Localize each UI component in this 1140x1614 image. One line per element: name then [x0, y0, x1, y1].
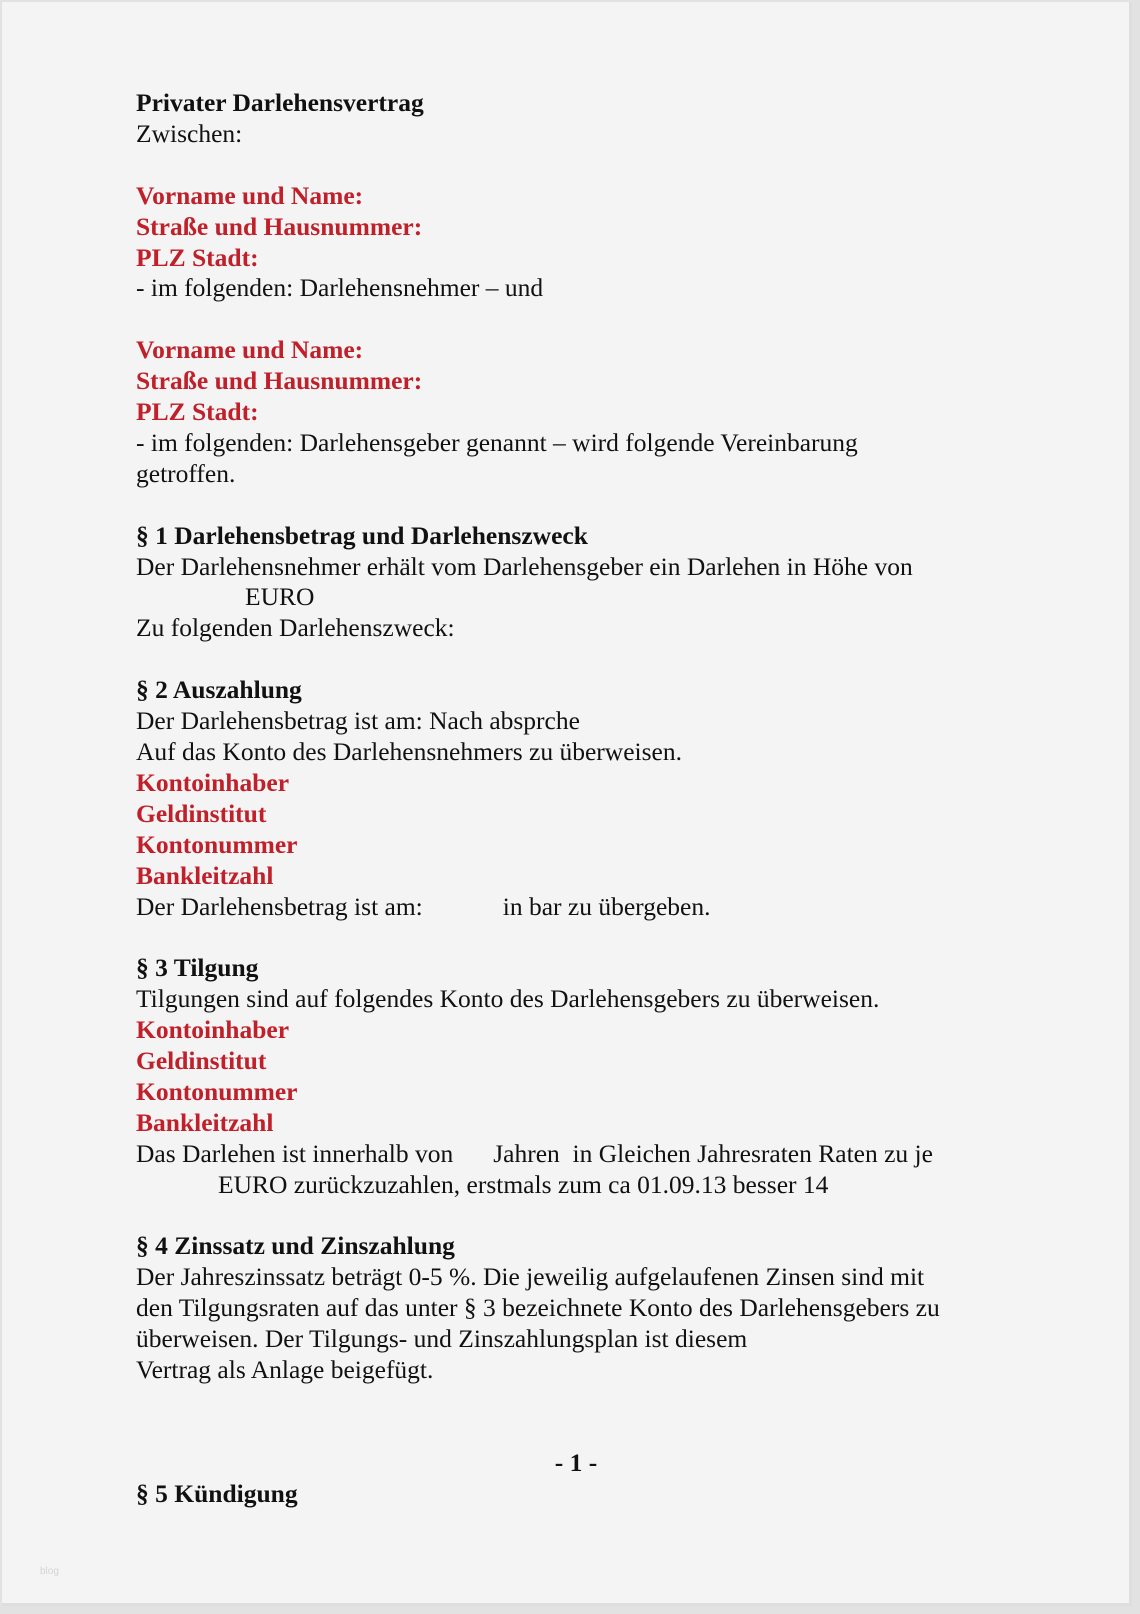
- party2-city-label: PLZ Stadt:: [136, 397, 259, 427]
- section2-heading: § 2 Auszahlung: [136, 675, 302, 705]
- section2-cash-text-part1: Der Darlehensbetrag ist am:: [136, 891, 423, 921]
- document-content: [136, 88, 1016, 1510]
- section2-account-holder-label: Kontoinhaber: [136, 767, 290, 797]
- spacer: [136, 644, 1016, 675]
- section3-account-number-label: Kontonummer: [136, 1076, 298, 1106]
- section3-heading: § 3 Tilgung: [136, 953, 259, 983]
- section3-bank-label: Geldinstitut: [136, 1046, 267, 1076]
- section3-repayment-text: [136, 1139, 1016, 1170]
- section2-payout-date-text: Der Darlehensbetrag ist am: Nach absprche: [136, 706, 580, 736]
- section2-cash-text: [136, 892, 1016, 923]
- page-number: - 1 -: [554, 1447, 598, 1477]
- section2-account-number-label: Kontonummer: [136, 829, 298, 859]
- section1-loan-amount-text: Der Darlehensnehmer erhält vom Darlehensgeber ein Darlehen in Höhe von: [136, 551, 913, 581]
- intro-text: Zwischen:: [136, 118, 243, 148]
- section1-currency: EURO: [245, 582, 315, 612]
- party2-name-label: Vorname und Name:: [136, 335, 364, 365]
- spacer: [136, 490, 1016, 521]
- party1-role-text: - im folgenden: Darlehensnehmer – und: [136, 273, 544, 303]
- section5-heading: § 5 Kündigung: [136, 1478, 298, 1508]
- spacer: [136, 1201, 1016, 1232]
- document-title: Privater Darlehensvertrag: [136, 88, 424, 117]
- section4-text-line: Der Jahreszinssatz beträgt 0-5 %. Die jeweilig aufgelaufenen Zinsen sind mit: [136, 1262, 925, 1292]
- spacer: [136, 922, 1016, 953]
- section2-bank-code-label: Bankleitzahl: [136, 860, 274, 890]
- party2-role-text: - im folgenden: Darlehensgeber genannt – wird folgende Vereinbarung: [136, 427, 858, 457]
- section2-cash-text-part2: in bar zu übergeben.: [502, 891, 711, 921]
- section3-transfer-text: Tilgungen sind auf folgendes Konto des Darlehensgebers zu überweisen.: [136, 984, 880, 1014]
- spacer: [136, 1386, 1016, 1417]
- section4-text-line: überweisen. Der Tilgungs- und Zinszahlungsplan ist diesem: [136, 1324, 748, 1354]
- party1-name-label: Vorname und Name:: [136, 180, 364, 210]
- section1-purpose-text: Zu folgenden Darlehenszweck:: [136, 613, 455, 643]
- section4-heading: § 4 Zinssatz und Zinszahlung: [136, 1231, 455, 1261]
- spacer: [136, 1417, 1016, 1448]
- section3-repayment-cont: EURO zurückzuzahlen, erstmals zum ca 01.09.13 besser 14: [218, 1169, 829, 1199]
- section1-heading: § 1 Darlehensbetrag und Darlehenszweck: [136, 520, 588, 550]
- document-page: [2, 2, 1132, 1606]
- section3-repayment-part1: Das Darlehen ist innerhalb von: [136, 1138, 454, 1168]
- section3-repayment-part2: Jahren in Gleichen Jahresraten Raten zu je: [493, 1138, 933, 1168]
- section2-transfer-text: Auf das Konto des Darlehensnehmers zu überweisen.: [136, 736, 682, 766]
- party1-city-label: PLZ Stadt:: [136, 242, 259, 272]
- party1-street-label: Straße und Hausnummer:: [136, 211, 423, 241]
- section4-text-line: den Tilgungsraten auf das unter § 3 bezeichnete Konto des Darlehensgebers zu: [136, 1293, 940, 1323]
- watermark: blog: [40, 1566, 59, 1577]
- party2-role-text-cont: getroffen.: [136, 458, 236, 488]
- section3-account-holder-label: Kontoinhaber: [136, 1015, 290, 1045]
- section3-bank-code-label: Bankleitzahl: [136, 1107, 274, 1137]
- spacer: [136, 304, 1016, 335]
- party2-street-label: Straße und Hausnummer:: [136, 366, 423, 396]
- spacer: [136, 150, 1016, 181]
- section2-bank-label: Geldinstitut: [136, 798, 267, 828]
- section4-text-line: Vertrag als Anlage beigefügt.: [136, 1355, 434, 1385]
